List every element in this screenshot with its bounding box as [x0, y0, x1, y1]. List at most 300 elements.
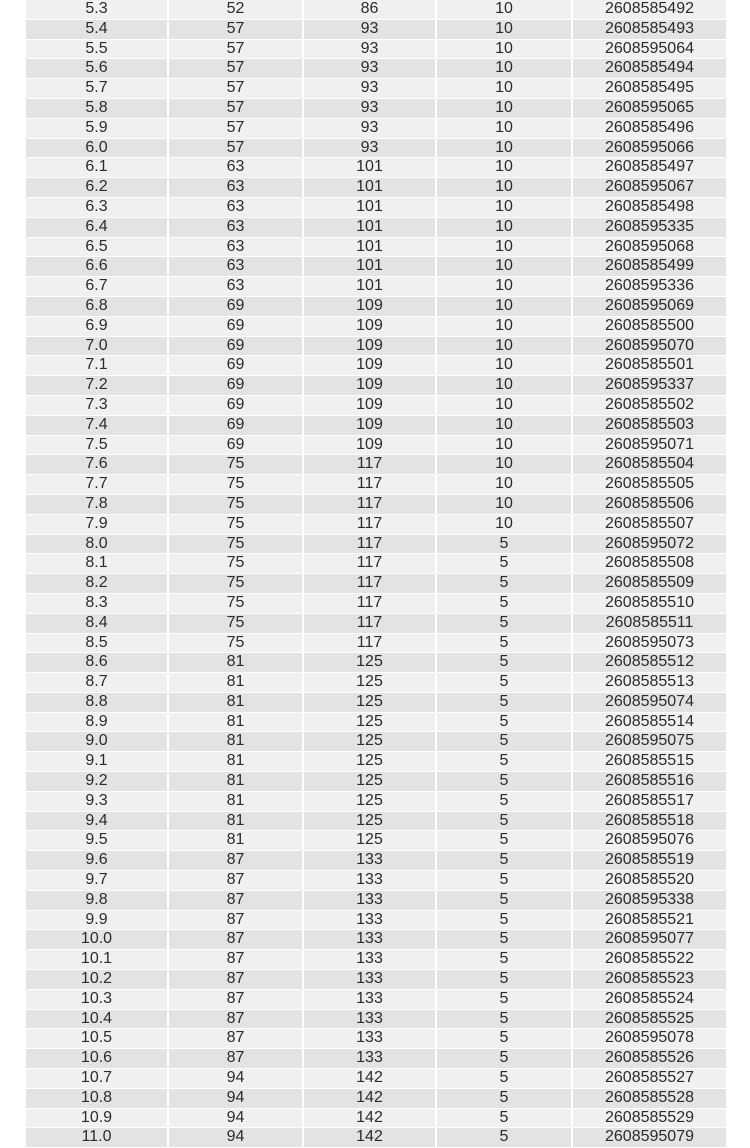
table-row — [26, 98, 726, 118]
value-cell-b: 125 — [303, 772, 436, 792]
value-cell-b: 125 — [303, 811, 436, 831]
article-number-cell: 2608595072 — [572, 534, 726, 554]
quantity-cell: 5 — [436, 831, 572, 851]
article-number-cell: 2608595065 — [572, 98, 726, 118]
quantity-cell: 10 — [436, 217, 572, 237]
quantity-cell: 5 — [436, 613, 572, 633]
article-number-cell: 2608595074 — [572, 692, 726, 712]
diameter-cell: 9.3 — [26, 791, 168, 811]
article-number-cell: 2608595079 — [572, 1128, 726, 1148]
table-row — [26, 1108, 726, 1128]
diameter-cell: 7.3 — [26, 395, 168, 415]
article-number-cell: 2608585529 — [572, 1108, 726, 1128]
value-cell-b: 109 — [303, 376, 436, 396]
article-number-cell: 2608585494 — [572, 59, 726, 79]
table-row — [26, 1088, 726, 1108]
article-number-cell: 2608595070 — [572, 336, 726, 356]
quantity-cell: 10 — [436, 514, 572, 534]
quantity-cell: 10 — [436, 336, 572, 356]
value-cell-b: 93 — [303, 138, 436, 158]
value-cell-b: 133 — [303, 890, 436, 910]
value-cell-b: 133 — [303, 930, 436, 950]
value-cell-a: 94 — [168, 1069, 303, 1089]
article-number-cell: 2608585526 — [572, 1049, 726, 1069]
quantity-cell: 5 — [436, 930, 572, 950]
value-cell-a: 87 — [168, 910, 303, 930]
article-number-cell: 2608595066 — [572, 138, 726, 158]
table-row — [26, 692, 726, 712]
value-cell-b: 133 — [303, 989, 436, 1009]
value-cell-a: 87 — [168, 989, 303, 1009]
value-cell-a: 87 — [168, 851, 303, 871]
value-cell-b: 117 — [303, 514, 436, 534]
quantity-cell: 5 — [436, 554, 572, 574]
article-number-cell: 2608585495 — [572, 79, 726, 99]
article-number-cell: 2608595071 — [572, 435, 726, 455]
quantity-cell: 5 — [436, 1088, 572, 1108]
article-number-cell: 2608585502 — [572, 395, 726, 415]
article-number-cell: 2608585504 — [572, 455, 726, 475]
quantity-cell: 5 — [436, 970, 572, 990]
value-cell-b: 93 — [303, 59, 436, 79]
quantity-cell: 10 — [436, 197, 572, 217]
article-number-cell: 2608585498 — [572, 197, 726, 217]
value-cell-b: 125 — [303, 831, 436, 851]
diameter-cell: 5.4 — [26, 19, 168, 39]
table-row — [26, 950, 726, 970]
table-row — [26, 0, 726, 19]
table-row — [26, 376, 726, 396]
quantity-cell: 10 — [436, 435, 572, 455]
quantity-cell: 10 — [436, 277, 572, 297]
quantity-cell: 10 — [436, 455, 572, 475]
diameter-cell: 9.2 — [26, 772, 168, 792]
article-number-cell: 2608585505 — [572, 475, 726, 495]
value-cell-a: 87 — [168, 930, 303, 950]
article-number-cell: 2608585524 — [572, 989, 726, 1009]
value-cell-b: 101 — [303, 197, 436, 217]
value-cell-a: 57 — [168, 39, 303, 59]
article-number-cell: 2608585523 — [572, 970, 726, 990]
value-cell-b: 101 — [303, 217, 436, 237]
table-row — [26, 732, 726, 752]
quantity-cell: 10 — [436, 356, 572, 376]
table-row — [26, 158, 726, 178]
value-cell-b: 125 — [303, 712, 436, 732]
value-cell-a: 57 — [168, 59, 303, 79]
quantity-cell: 5 — [436, 871, 572, 891]
quantity-cell: 5 — [436, 1108, 572, 1128]
table-row — [26, 772, 726, 792]
value-cell-a: 87 — [168, 1049, 303, 1069]
quantity-cell: 10 — [436, 376, 572, 396]
diameter-cell: 5.8 — [26, 98, 168, 118]
value-cell-b: 142 — [303, 1069, 436, 1089]
article-number-cell: 2608585493 — [572, 19, 726, 39]
diameter-cell: 5.7 — [26, 79, 168, 99]
diameter-cell: 10.8 — [26, 1088, 168, 1108]
value-cell-a: 69 — [168, 316, 303, 336]
quantity-cell: 10 — [436, 138, 572, 158]
value-cell-a: 63 — [168, 178, 303, 198]
value-cell-a: 75 — [168, 554, 303, 574]
table-row — [26, 653, 726, 673]
diameter-cell: 7.7 — [26, 475, 168, 495]
article-number-cell: 2608585500 — [572, 316, 726, 336]
value-cell-a: 63 — [168, 257, 303, 277]
article-number-cell: 2608585522 — [572, 950, 726, 970]
table-row — [26, 435, 726, 455]
value-cell-a: 81 — [168, 673, 303, 693]
value-cell-a: 81 — [168, 712, 303, 732]
diameter-cell: 5.9 — [26, 118, 168, 138]
value-cell-b: 117 — [303, 613, 436, 633]
value-cell-a: 69 — [168, 356, 303, 376]
value-cell-a: 81 — [168, 831, 303, 851]
diameter-cell: 8.1 — [26, 554, 168, 574]
value-cell-a: 87 — [168, 950, 303, 970]
table-row — [26, 237, 726, 257]
value-cell-b: 125 — [303, 673, 436, 693]
value-cell-a: 57 — [168, 138, 303, 158]
value-cell-a: 57 — [168, 79, 303, 99]
value-cell-b: 133 — [303, 910, 436, 930]
diameter-cell: 6.7 — [26, 277, 168, 297]
article-number-cell: 2608595075 — [572, 732, 726, 752]
quantity-cell: 10 — [436, 158, 572, 178]
value-cell-b: 117 — [303, 455, 436, 475]
quantity-cell: 10 — [436, 178, 572, 198]
quantity-cell: 5 — [436, 732, 572, 752]
quantity-cell: 5 — [436, 712, 572, 732]
value-cell-b: 125 — [303, 752, 436, 772]
article-number-cell: 2608585517 — [572, 791, 726, 811]
article-number-cell: 2608585496 — [572, 118, 726, 138]
diameter-cell: 7.5 — [26, 435, 168, 455]
value-cell-a: 63 — [168, 197, 303, 217]
table-row — [26, 1049, 726, 1069]
diameter-cell: 6.0 — [26, 138, 168, 158]
quantity-cell: 10 — [436, 79, 572, 99]
quantity-cell: 10 — [436, 98, 572, 118]
article-number-cell: 2608585515 — [572, 752, 726, 772]
diameter-cell: 6.4 — [26, 217, 168, 237]
diameter-cell: 6.6 — [26, 257, 168, 277]
quantity-cell: 5 — [436, 1049, 572, 1069]
value-cell-a: 57 — [168, 19, 303, 39]
value-cell-a: 94 — [168, 1108, 303, 1128]
value-cell-a: 57 — [168, 98, 303, 118]
value-cell-a: 75 — [168, 455, 303, 475]
article-number-cell: 2608585503 — [572, 415, 726, 435]
article-number-cell: 2608585525 — [572, 1009, 726, 1029]
quantity-cell: 10 — [436, 59, 572, 79]
article-number-cell: 2608595076 — [572, 831, 726, 851]
value-cell-a: 57 — [168, 118, 303, 138]
quantity-cell: 5 — [436, 791, 572, 811]
diameter-cell: 7.9 — [26, 514, 168, 534]
value-cell-b: 86 — [303, 0, 436, 19]
quantity-cell: 5 — [436, 574, 572, 594]
diameter-cell: 5.3 — [26, 0, 168, 19]
diameter-cell: 7.1 — [26, 356, 168, 376]
value-cell-b: 133 — [303, 1009, 436, 1029]
diameter-cell: 8.5 — [26, 633, 168, 653]
quantity-cell: 5 — [436, 950, 572, 970]
article-number-cell: 2608585521 — [572, 910, 726, 930]
table-row — [26, 178, 726, 198]
article-number-cell: 2608595073 — [572, 633, 726, 653]
table-row — [26, 811, 726, 831]
value-cell-a: 69 — [168, 415, 303, 435]
table-row — [26, 395, 726, 415]
table-row — [26, 989, 726, 1009]
table-row — [26, 217, 726, 237]
article-number-cell: 2608585510 — [572, 593, 726, 613]
quantity-cell: 5 — [436, 653, 572, 673]
diameter-cell: 10.4 — [26, 1009, 168, 1029]
value-cell-b: 117 — [303, 494, 436, 514]
table-row — [26, 138, 726, 158]
value-cell-b: 101 — [303, 158, 436, 178]
diameter-cell: 9.7 — [26, 871, 168, 891]
quantity-cell: 5 — [436, 851, 572, 871]
value-cell-a: 63 — [168, 158, 303, 178]
diameter-cell: 8.3 — [26, 593, 168, 613]
value-cell-b: 142 — [303, 1108, 436, 1128]
diameter-cell: 7.4 — [26, 415, 168, 435]
table-row — [26, 277, 726, 297]
value-cell-a: 81 — [168, 692, 303, 712]
diameter-cell: 10.7 — [26, 1069, 168, 1089]
table-row — [26, 593, 726, 613]
article-number-cell: 2608585520 — [572, 871, 726, 891]
article-number-cell: 2608595338 — [572, 890, 726, 910]
value-cell-b: 109 — [303, 415, 436, 435]
value-cell-b: 133 — [303, 1049, 436, 1069]
value-cell-b: 93 — [303, 19, 436, 39]
quantity-cell: 10 — [436, 395, 572, 415]
diameter-cell: 9.1 — [26, 752, 168, 772]
diameter-cell: 6.3 — [26, 197, 168, 217]
value-cell-b: 117 — [303, 554, 436, 574]
quantity-cell: 10 — [436, 237, 572, 257]
value-cell-a: 87 — [168, 890, 303, 910]
value-cell-b: 133 — [303, 851, 436, 871]
article-number-cell: 2608585499 — [572, 257, 726, 277]
diameter-cell: 6.9 — [26, 316, 168, 336]
table-row — [26, 39, 726, 59]
article-number-cell: 2608595067 — [572, 178, 726, 198]
value-cell-b: 117 — [303, 534, 436, 554]
diameter-cell: 9.4 — [26, 811, 168, 831]
diameter-cell: 6.2 — [26, 178, 168, 198]
diameter-cell: 9.6 — [26, 851, 168, 871]
quantity-cell: 5 — [436, 752, 572, 772]
value-cell-b: 117 — [303, 475, 436, 495]
value-cell-b: 133 — [303, 950, 436, 970]
article-number-cell: 2608585511 — [572, 613, 726, 633]
value-cell-b: 101 — [303, 237, 436, 257]
table-row — [26, 554, 726, 574]
article-number-cell: 2608585514 — [572, 712, 726, 732]
diameter-cell: 6.8 — [26, 296, 168, 316]
quantity-cell: 5 — [436, 772, 572, 792]
quantity-cell: 5 — [436, 1009, 572, 1029]
table-row — [26, 831, 726, 851]
value-cell-a: 87 — [168, 871, 303, 891]
value-cell-a: 69 — [168, 376, 303, 396]
value-cell-b: 109 — [303, 435, 436, 455]
table-row — [26, 673, 726, 693]
table-row — [26, 1069, 726, 1089]
diameter-cell: 7.0 — [26, 336, 168, 356]
quantity-cell: 10 — [436, 494, 572, 514]
article-number-cell: 2608585506 — [572, 494, 726, 514]
table-row — [26, 316, 726, 336]
value-cell-b: 93 — [303, 79, 436, 99]
article-number-cell: 2608585518 — [572, 811, 726, 831]
diameter-cell: 5.6 — [26, 59, 168, 79]
value-cell-a: 63 — [168, 277, 303, 297]
table-row — [26, 633, 726, 653]
article-number-cell: 2608585513 — [572, 673, 726, 693]
value-cell-b: 93 — [303, 39, 436, 59]
value-cell-b: 125 — [303, 692, 436, 712]
quantity-cell: 10 — [436, 415, 572, 435]
value-cell-a: 75 — [168, 574, 303, 594]
article-number-cell: 2608585497 — [572, 158, 726, 178]
value-cell-a: 94 — [168, 1128, 303, 1148]
diameter-cell: 9.5 — [26, 831, 168, 851]
value-cell-b: 101 — [303, 257, 436, 277]
quantity-cell: 10 — [436, 296, 572, 316]
product-table — [26, 0, 726, 1148]
diameter-cell: 10.9 — [26, 1108, 168, 1128]
value-cell-b: 93 — [303, 118, 436, 138]
table-row — [26, 534, 726, 554]
quantity-cell: 5 — [436, 633, 572, 653]
value-cell-b: 117 — [303, 633, 436, 653]
quantity-cell: 5 — [436, 692, 572, 712]
diameter-cell: 11.0 — [26, 1128, 168, 1148]
quantity-cell: 5 — [436, 593, 572, 613]
article-number-cell: 2608585528 — [572, 1088, 726, 1108]
quantity-cell: 5 — [436, 673, 572, 693]
table-row — [26, 871, 726, 891]
value-cell-a: 52 — [168, 0, 303, 19]
diameter-cell: 7.2 — [26, 376, 168, 396]
article-number-cell: 2608595068 — [572, 237, 726, 257]
table-row — [26, 574, 726, 594]
value-cell-b: 109 — [303, 395, 436, 415]
table-row — [26, 1029, 726, 1049]
diameter-cell: 9.8 — [26, 890, 168, 910]
table-row — [26, 930, 726, 950]
table-body — [26, 0, 726, 1148]
table-row — [26, 910, 726, 930]
value-cell-a: 81 — [168, 791, 303, 811]
table-row — [26, 1009, 726, 1029]
diameter-cell: 8.9 — [26, 712, 168, 732]
diameter-cell: 9.9 — [26, 910, 168, 930]
table-row — [26, 970, 726, 990]
value-cell-a: 63 — [168, 237, 303, 257]
quantity-cell: 5 — [436, 1029, 572, 1049]
table-row — [26, 197, 726, 217]
value-cell-a: 81 — [168, 732, 303, 752]
value-cell-b: 133 — [303, 871, 436, 891]
value-cell-a: 75 — [168, 514, 303, 534]
table-row — [26, 455, 726, 475]
table-row — [26, 791, 726, 811]
article-number-cell: 2608585519 — [572, 851, 726, 871]
value-cell-b: 125 — [303, 732, 436, 752]
quantity-cell: 5 — [436, 890, 572, 910]
diameter-cell: 8.4 — [26, 613, 168, 633]
article-number-cell: 2608595077 — [572, 930, 726, 950]
diameter-cell: 8.8 — [26, 692, 168, 712]
value-cell-a: 63 — [168, 217, 303, 237]
diameter-cell: 10.0 — [26, 930, 168, 950]
quantity-cell: 10 — [436, 39, 572, 59]
article-number-cell: 2608585509 — [572, 574, 726, 594]
quantity-cell: 5 — [436, 811, 572, 831]
value-cell-a: 81 — [168, 811, 303, 831]
table-row — [26, 890, 726, 910]
diameter-cell: 7.6 — [26, 455, 168, 475]
table-row — [26, 613, 726, 633]
table-row — [26, 356, 726, 376]
value-cell-b: 109 — [303, 336, 436, 356]
value-cell-a: 81 — [168, 772, 303, 792]
value-cell-b: 109 — [303, 316, 436, 336]
diameter-cell: 8.7 — [26, 673, 168, 693]
diameter-cell: 6.5 — [26, 237, 168, 257]
table-row — [26, 118, 726, 138]
value-cell-a: 87 — [168, 1029, 303, 1049]
quantity-cell: 5 — [436, 534, 572, 554]
article-number-cell: 2608585501 — [572, 356, 726, 376]
diameter-cell: 7.8 — [26, 494, 168, 514]
table-row — [26, 514, 726, 534]
quantity-cell: 5 — [436, 989, 572, 1009]
value-cell-b: 109 — [303, 296, 436, 316]
article-number-cell: 2608585527 — [572, 1069, 726, 1089]
value-cell-b: 101 — [303, 277, 436, 297]
quantity-cell: 10 — [436, 257, 572, 277]
table-row — [26, 79, 726, 99]
article-number-cell: 2608595069 — [572, 296, 726, 316]
value-cell-a: 69 — [168, 435, 303, 455]
table-row — [26, 1128, 726, 1148]
table-row — [26, 336, 726, 356]
value-cell-a: 81 — [168, 653, 303, 673]
quantity-cell: 10 — [436, 19, 572, 39]
value-cell-a: 87 — [168, 970, 303, 990]
value-cell-a: 81 — [168, 752, 303, 772]
diameter-cell: 10.3 — [26, 989, 168, 1009]
value-cell-b: 133 — [303, 1029, 436, 1049]
table-row — [26, 851, 726, 871]
value-cell-a: 75 — [168, 534, 303, 554]
value-cell-a: 75 — [168, 593, 303, 613]
article-number-cell: 2608595078 — [572, 1029, 726, 1049]
quantity-cell: 5 — [436, 1128, 572, 1148]
value-cell-b: 142 — [303, 1128, 436, 1148]
article-number-cell: 2608595064 — [572, 39, 726, 59]
table-row — [26, 415, 726, 435]
